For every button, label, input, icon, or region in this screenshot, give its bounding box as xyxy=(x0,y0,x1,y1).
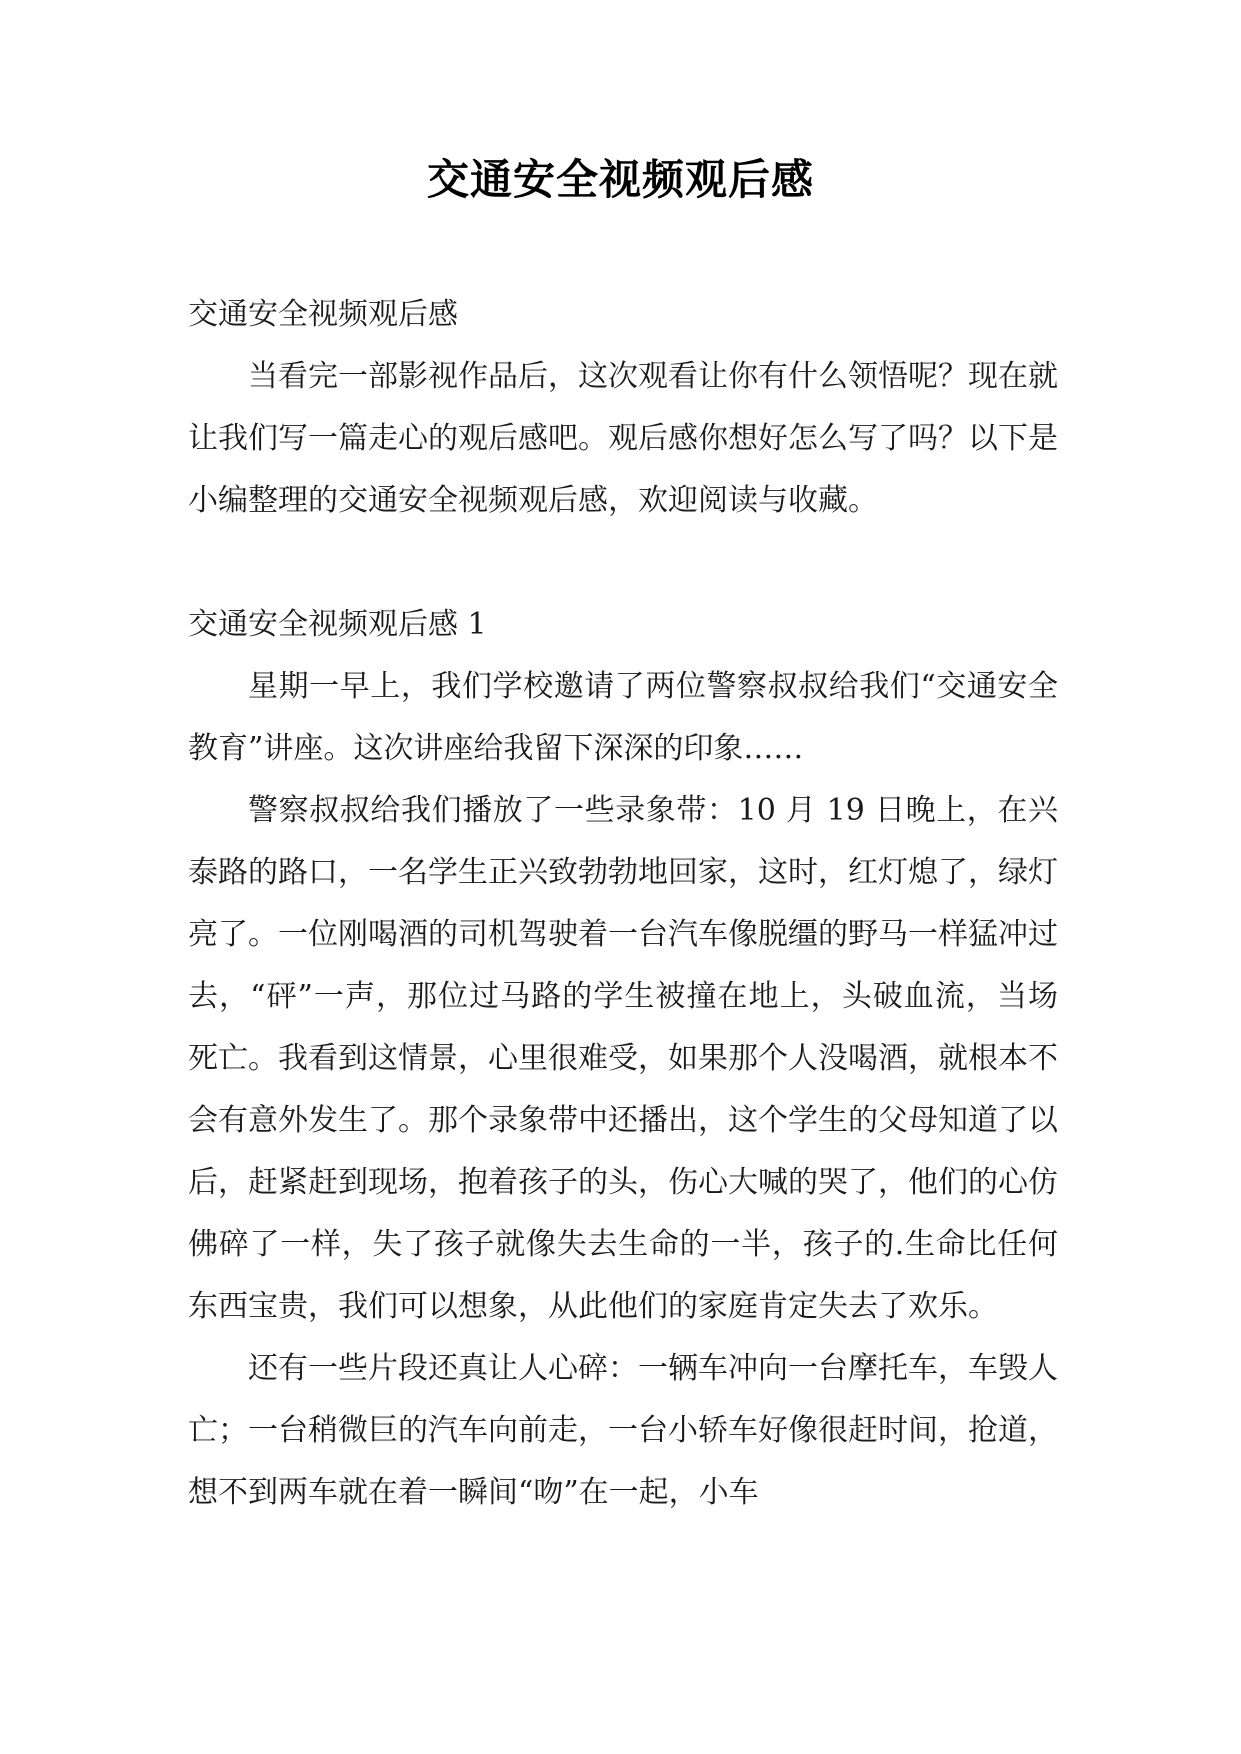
document-subtitle: 交通安全视频观后感 xyxy=(188,297,458,332)
body-paragraph: 还有一些片段还真让人心碎：一辆车冲向一台摩托车，车毁人亡；一台稍微巨的汽车向前走，一台小轿车好像很赶时间，抢道，想不到两车就在着一瞬间“吻”在一起，小车 xyxy=(188,1351,1058,1510)
body-paragraph: 星期一早上，我们学校邀请了两位警察叔叔给我们“交通安全教育”讲座。这次讲座给我留下深深的印象…… xyxy=(188,669,1058,766)
document-body xyxy=(188,284,1058,1524)
section-heading: 交通安全视频观后感 1 xyxy=(188,607,487,642)
paragraph-gap xyxy=(188,532,1058,594)
body-paragraph: 警察叔叔给我们播放了一些录象带：10 月 19 日晚上，在兴泰路的路口，一名学生正兴致勃勃地回家，这时，红灯熄了，绿灯亮了。一位刚喝酒的司机驾驶着一台汽车像脱缰的野马一样猛冲过去，“砰”一声，那位过马路的学生被撞在地上，头破血流，当场死亡。我看到这情景，心里很难受，如果那个人没喝酒，就根本不会有意外发生了。那个录象带中还播出，这个学生的父母知道了以后，赶紧赶到现场，抱着孩子的头，伤心大喊的哭了，他们的心仿佛碎了一样，失了孩子就像失去生命的一半，孩子的.生命比任何东西宝贵，我们可以想象，从此他们的家庭肯定失去了欢乐。 xyxy=(188,793,1058,1324)
intro-paragraph: 当看完一部影视作品后，这次观看让你有什么领悟呢？现在就让我们写一篇走心的观后感吧。观后感你想好怎么写了吗？以下是小编整理的交通安全视频观后感，欢迎阅读与收藏。 xyxy=(188,359,1058,518)
document-title: 交通安全视频观后感 xyxy=(426,155,814,204)
